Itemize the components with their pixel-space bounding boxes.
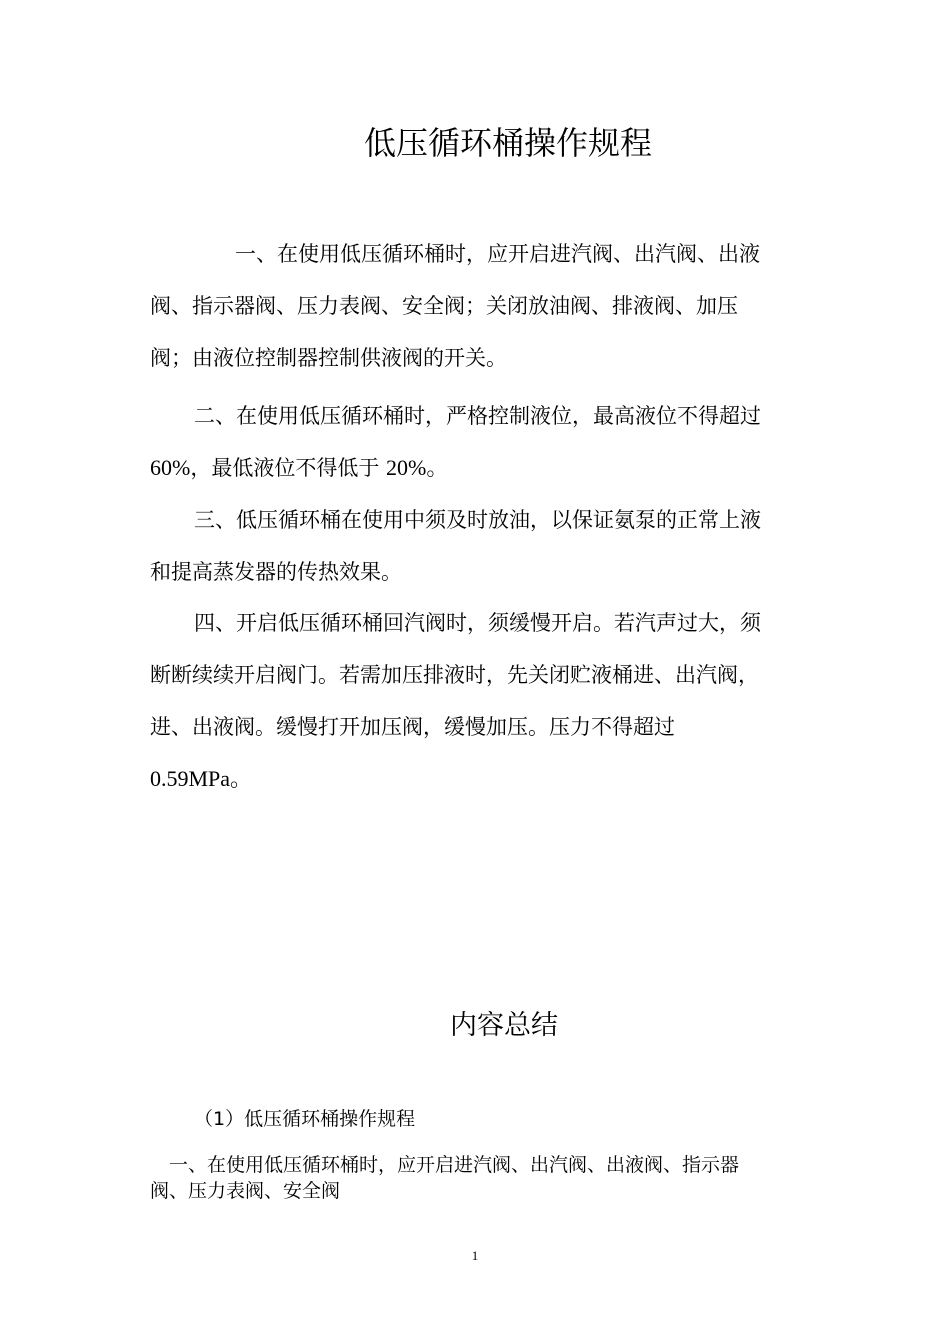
paragraph-4 (150, 597, 802, 805)
paragraph-line: 二、在使用低压循环桶时，严格控制液位，最高液位不得超过 (194, 404, 761, 428)
paragraph-line: 一、在使用低压循环桶时，应开启进汽阀、出汽阀、出液 (214, 242, 760, 266)
summary-item-label: （1）低压循环桶操作规程 (194, 1108, 416, 1130)
paragraph-1 (150, 228, 802, 384)
summary-line: 一、在使用低压循环桶时，应开启进汽阀、出汽阀、出液阀、指示器 (150, 1154, 740, 1176)
paragraph-line: 阀；由液位控制器控制供液阀的开关。 (150, 346, 507, 370)
paragraph-line: 和提高蒸发器的传热效果。 (150, 560, 402, 584)
document-title: 低压循环桶操作规程 (363, 124, 652, 162)
paragraph-line: 阀、指示器阀、压力表阀、安全阀；关闭放油阀、排液阀、加压 (150, 294, 738, 318)
summary-heading: 内容总结 (450, 1010, 558, 1041)
paragraph-line: 三、低压循环桶在使用中须及时放油，以保证氨泵的正常上液 (194, 508, 761, 532)
paragraph-line: 进、出液阀。缓慢打开加压阀，缓慢加压。压力不得超过 (150, 715, 675, 739)
paragraph-text: ，最低液位不得低于 (190, 456, 387, 480)
percent-value: 20%。 (386, 455, 449, 480)
paragraph-line: 四、开启低压循环桶回汽阀时，须缓慢开启。若汽声过大，须 (194, 611, 761, 635)
paragraph-line: 断断续续开启阀门。若需加压排液时，先关闭贮液桶进、出汽阀， (150, 663, 759, 687)
pressure-value: 0.59MPa。 (150, 766, 253, 791)
summary-line: 阀、压力表阀、安全阀 (150, 1180, 341, 1202)
summary-item-text (150, 1152, 802, 1204)
paragraph-3 (150, 494, 802, 598)
percent-value: 60% (150, 455, 191, 480)
paragraph-line (150, 442, 802, 494)
paragraph-2 (150, 390, 802, 494)
page-number: 1 (471, 1248, 479, 1263)
